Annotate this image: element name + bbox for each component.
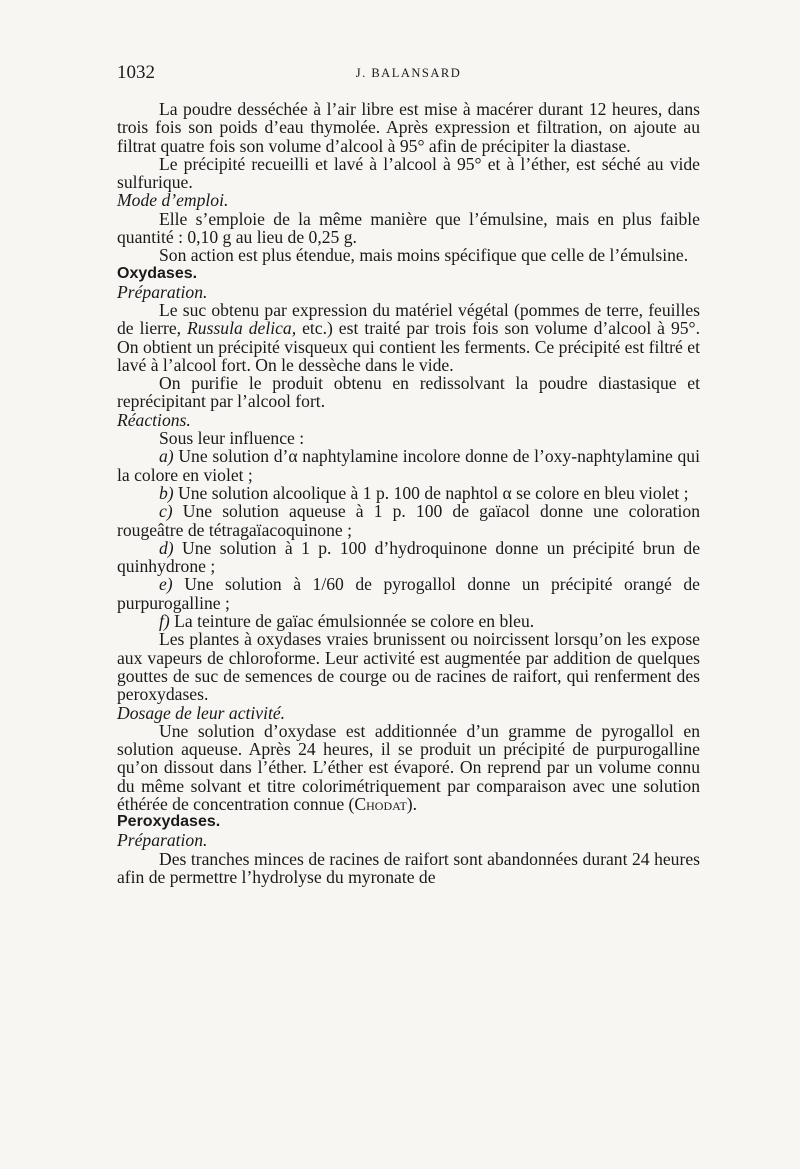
paragraph: Les plantes à oxydases vraies brunissent ou noircissent lorsqu’on les expose aux vapeurs de chloroforme. Leur activité est augmentée par addition de quelques gouttes de suc de semences de courge ou de racines de raifort, qui renferment des peroxydases. xyxy=(117,629,700,705)
list-item xyxy=(117,539,700,576)
item-marker: b) xyxy=(159,482,174,503)
item-text: Une solution aqueuse à 1 p. 100 de gaïacol donne une coloration rougeâtre de tétragaïacoquinone ; xyxy=(117,501,700,540)
subheading-preparation: Préparation. xyxy=(117,830,208,851)
subheading-dosage: Dosage de leur activité. xyxy=(117,702,286,723)
item-text: Une solution à 1/60 de pyrogallol donne un précipité orangé de purpurogalline ; xyxy=(117,574,700,613)
section-heading-oxydases: Oxydases. xyxy=(117,264,198,282)
item-marker: c) xyxy=(159,501,173,522)
subheading-mode-emploi: Mode d’emploi. xyxy=(117,190,229,211)
list-item xyxy=(117,484,700,502)
item-marker: e) xyxy=(159,574,173,595)
text-run: ). xyxy=(406,793,418,814)
species-name: Russula delica, xyxy=(187,318,297,339)
paragraph: Des tranches minces de racines de raifort sont abandonnées durant 24 heures afin de permettre l’hydrolyse du myronate de xyxy=(117,848,700,887)
paragraph: Le précipité recueilli et lavé à l’alcool à 95° et à l’éther, est séché au vide sulfurique. xyxy=(117,153,700,193)
item-text: La teinture de gaïac émulsionnée se colore en bleu. xyxy=(169,611,535,632)
page-number: 1032 xyxy=(117,62,155,83)
item-marker: a) xyxy=(159,446,174,467)
paragraph: On purifie le produit obtenu en redissolvant la poudre diastasique et reprécipitant par l’alcool fort. xyxy=(117,373,700,412)
item-marker: f) xyxy=(159,611,170,632)
list-item xyxy=(117,612,700,630)
paragraph xyxy=(117,722,700,813)
author-name: Chodat xyxy=(354,793,407,814)
subheading-reactions: Réactions. xyxy=(117,409,191,430)
item-text: Une solution alcoolique à 1 p. 100 de naphtol α se colore en bleu violet ; xyxy=(173,482,689,503)
paragraph: Sous leur influence : xyxy=(159,428,305,449)
paragraph: Elle s’emploie de la même manière que l’émulsine, mais en plus faible quantité : 0,10 g au lieu de 0,25 g. xyxy=(117,208,700,248)
item-text: Une solution à 1 p. 100 d’hydroquinone donne un précipité brun de quinhydrone ; xyxy=(117,537,700,577)
text-run: etc.) est traité par trois fois son volume d’alcool à 95°. On obtient un précipité visqueux qui contient les ferments. Ce précipité est filtré et lavé à l’alcool fort. On le dessèche dans le vide. xyxy=(117,318,700,375)
page-header xyxy=(117,62,700,86)
paragraph xyxy=(117,301,700,374)
paragraph: Son action est plus étendue, mais moins spécifique que celle de l’émulsine. xyxy=(159,245,689,266)
item-text: Une solution d’α naphtylamine incolore donne de l’oxy-naphtylamine qui la colore en violet ; xyxy=(117,446,700,485)
subheading-preparation: Préparation. xyxy=(117,281,208,302)
page-body xyxy=(117,100,700,886)
list-item xyxy=(117,502,700,539)
text-run: Le suc obtenu par expression du matériel végétal (pommes de terre, feuilles de lierre, xyxy=(117,299,700,339)
item-marker: d) xyxy=(159,537,174,558)
running-head: J. BALANSARD xyxy=(355,66,462,80)
list-item xyxy=(117,575,700,612)
section-heading-peroxydases: Peroxydases. xyxy=(117,813,221,831)
text-run: Une solution d’oxydase est additionnée d’un gramme de pyrogallol en solution aqueuse. Après 24 heures, il se produit un précipité de purpurogalline qu’on dissout dans l’éther. L’éther est évaporé. On reprend par un volume connu du même solvant et titre colorimétriquement par comparaison avec une solution éthérée de concentration connue ( xyxy=(117,720,700,814)
paragraph: La poudre desséchée à l’air libre est mise à macérer durant 12 heures, dans trois fois son poids d’eau thymolée. Après expression et filtration, on ajoute au filtrat quatre fois son volume d’alcool à 95° afin de précipiter la diastase. xyxy=(117,99,700,156)
list-item xyxy=(117,447,700,484)
